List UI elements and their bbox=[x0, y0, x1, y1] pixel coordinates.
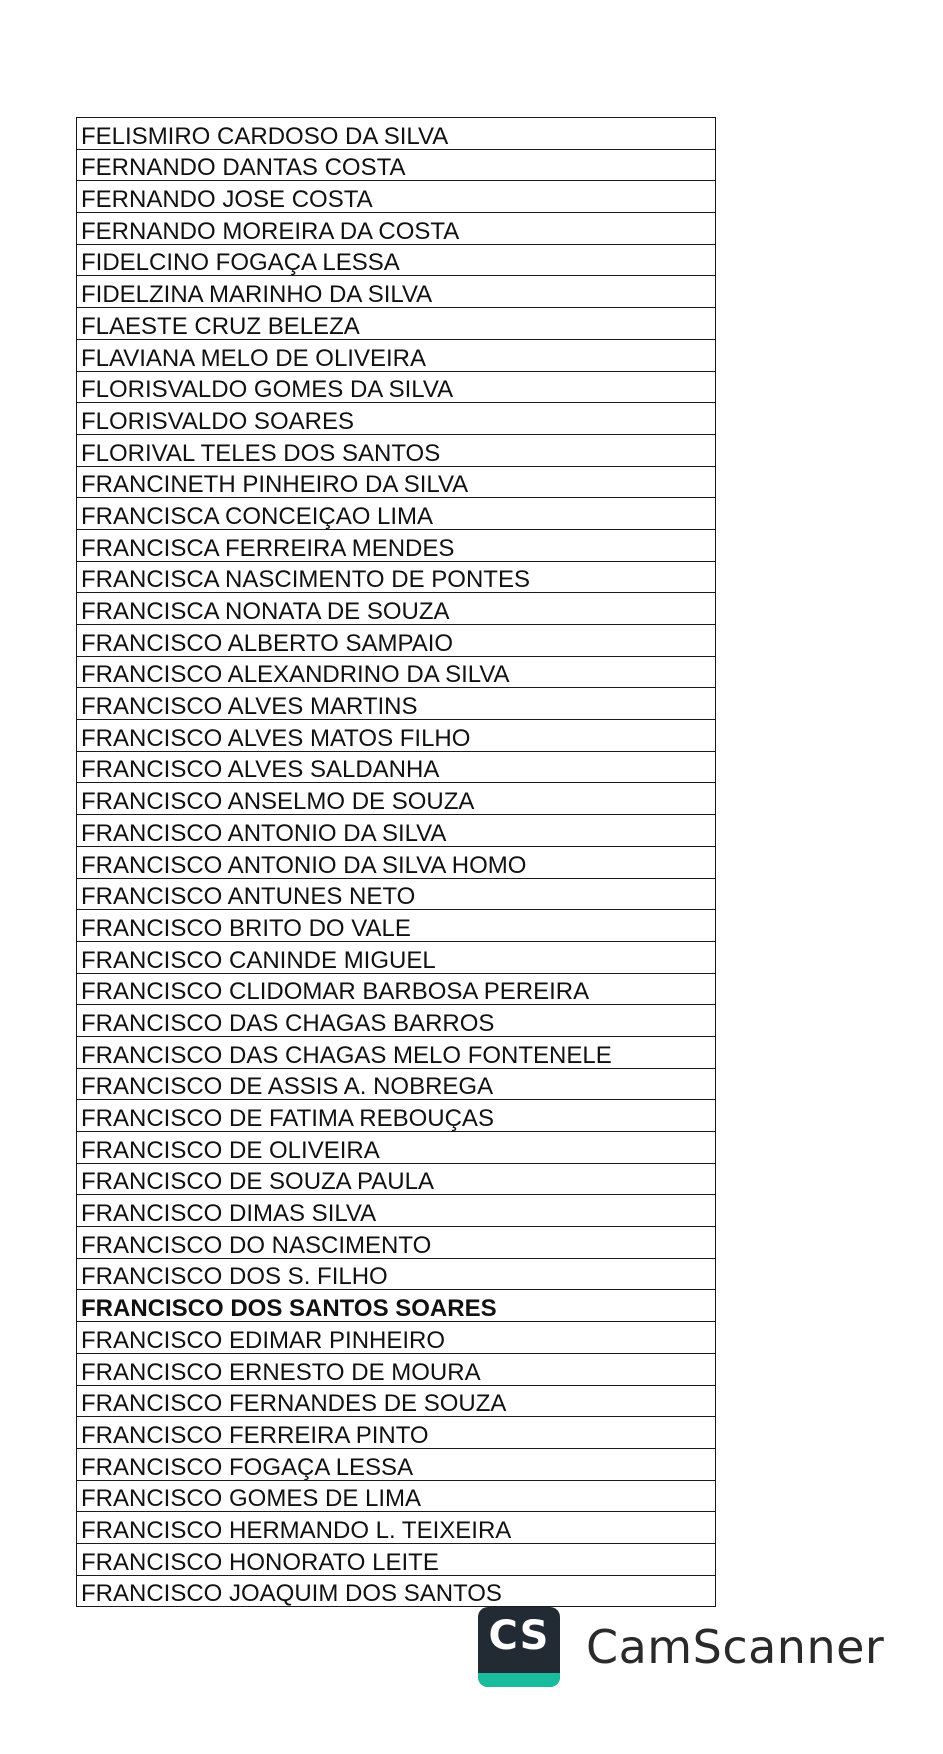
table-row bbox=[77, 1575, 716, 1607]
table-row bbox=[77, 1163, 716, 1195]
camscanner-logo-icon bbox=[478, 1607, 560, 1687]
names-table bbox=[76, 117, 716, 1607]
table-row bbox=[77, 846, 716, 878]
name-cell: FRANCISCO DAS CHAGAS BARROS bbox=[77, 1005, 716, 1037]
table-row bbox=[77, 1132, 716, 1164]
name-cell: FRANCISCO FOGAÇA LESSA bbox=[77, 1448, 716, 1480]
camscanner-watermark bbox=[478, 1607, 884, 1687]
table-row bbox=[77, 1036, 716, 1068]
table-row bbox=[77, 1353, 716, 1385]
name-cell: FRANCISCO DOS SANTOS SOARES bbox=[77, 1290, 716, 1322]
table-row bbox=[77, 276, 716, 308]
name-cell: FRANCISCA CONCEIÇAO LIMA bbox=[77, 498, 716, 530]
name-cell: FRANCISCO ANTUNES NETO bbox=[77, 878, 716, 910]
name-cell: FRANCISCO EDIMAR PINHEIRO bbox=[77, 1322, 716, 1354]
table-row bbox=[77, 149, 716, 181]
name-cell: FERNANDO MOREIRA DA COSTA bbox=[77, 213, 716, 245]
table-row bbox=[77, 1448, 716, 1480]
name-cell: FIDELZINA MARINHO DA SILVA bbox=[77, 276, 716, 308]
table-row bbox=[77, 973, 716, 1005]
name-cell: FRANCISCO DAS CHAGAS MELO FONTENELE bbox=[77, 1036, 716, 1068]
name-cell: FRANCISCA NONATA DE SOUZA bbox=[77, 593, 716, 625]
table-row bbox=[77, 910, 716, 942]
name-cell: FRANCISCO DO NASCIMENTO bbox=[77, 1227, 716, 1259]
table-row bbox=[77, 1100, 716, 1132]
table-row bbox=[77, 1258, 716, 1290]
table-row bbox=[77, 688, 716, 720]
name-cell: FRANCISCO DE SOUZA PAULA bbox=[77, 1163, 716, 1195]
camscanner-brand-text: CamScanner bbox=[586, 1620, 885, 1674]
name-cell: FRANCISCO HONORATO LEITE bbox=[77, 1543, 716, 1575]
table-row bbox=[77, 1385, 716, 1417]
name-cell: FRANCISCO DIMAS SILVA bbox=[77, 1195, 716, 1227]
name-cell: FRANCISCO JOAQUIM DOS SANTOS bbox=[77, 1575, 716, 1607]
table-row bbox=[77, 720, 716, 752]
table-row bbox=[77, 815, 716, 847]
name-cell: FRANCISCO DOS S. FILHO bbox=[77, 1258, 716, 1290]
name-cell: FRANCISCO FERNANDES DE SOUZA bbox=[77, 1385, 716, 1417]
name-cell: FRANCISCO HERMANDO L. TEIXEIRA bbox=[77, 1512, 716, 1544]
name-cell: FRANCISCO ANTONIO DA SILVA HOMO bbox=[77, 846, 716, 878]
name-cell: FRANCISCO ALVES SALDANHA bbox=[77, 751, 716, 783]
table-row bbox=[77, 434, 716, 466]
name-cell: FRANCISCO CLIDOMAR BARBOSA PEREIRA bbox=[77, 973, 716, 1005]
name-cell: FRANCISCO ANSELMO DE SOUZA bbox=[77, 783, 716, 815]
table-row bbox=[77, 498, 716, 530]
name-cell: FRANCISCA FERREIRA MENDES bbox=[77, 529, 716, 561]
name-cell: FRANCISCO BRITO DO VALE bbox=[77, 910, 716, 942]
table-row bbox=[77, 118, 716, 150]
name-cell: FRANCISCO FERREIRA PINTO bbox=[77, 1417, 716, 1449]
table-row bbox=[77, 1005, 716, 1037]
table-row bbox=[77, 783, 716, 815]
name-cell: FLORIVAL TELES DOS SANTOS bbox=[77, 434, 716, 466]
name-cell: FRANCISCO DE OLIVEIRA bbox=[77, 1132, 716, 1164]
name-cell: FRANCISCO GOMES DE LIMA bbox=[77, 1480, 716, 1512]
table-row bbox=[77, 1543, 716, 1575]
table-row bbox=[77, 593, 716, 625]
table-row bbox=[77, 1290, 716, 1322]
table-row bbox=[77, 1480, 716, 1512]
name-cell: FELISMIRO CARDOSO DA SILVA bbox=[77, 118, 716, 150]
table-row bbox=[77, 625, 716, 657]
name-cell: FLORISVALDO SOARES bbox=[77, 403, 716, 435]
name-cell: FLORISVALDO GOMES DA SILVA bbox=[77, 371, 716, 403]
table-row bbox=[77, 1322, 716, 1354]
table-row bbox=[77, 656, 716, 688]
table-row bbox=[77, 403, 716, 435]
name-cell: FRANCISCA NASCIMENTO DE PONTES bbox=[77, 561, 716, 593]
table-row bbox=[77, 308, 716, 340]
name-cell: FRANCISCO ALBERTO SAMPAIO bbox=[77, 625, 716, 657]
camscanner-logo-letters: CS bbox=[488, 1613, 550, 1659]
name-cell: FIDELCINO FOGAÇA LESSA bbox=[77, 244, 716, 276]
name-cell: FERNANDO JOSE COSTA bbox=[77, 181, 716, 213]
table-row bbox=[77, 181, 716, 213]
name-cell: FLAESTE CRUZ BELEZA bbox=[77, 308, 716, 340]
name-cell: FRANCISCO DE ASSIS A. NOBREGA bbox=[77, 1068, 716, 1100]
table-row bbox=[77, 941, 716, 973]
name-cell: FRANCISCO CANINDE MIGUEL bbox=[77, 941, 716, 973]
table-row bbox=[77, 213, 716, 245]
table-row bbox=[77, 244, 716, 276]
names-table-body bbox=[77, 118, 716, 1607]
table-row bbox=[77, 371, 716, 403]
table-row bbox=[77, 878, 716, 910]
name-cell: FRANCISCO ALVES MARTINS bbox=[77, 688, 716, 720]
table-row bbox=[77, 529, 716, 561]
table-row bbox=[77, 1512, 716, 1544]
table-row bbox=[77, 466, 716, 498]
name-cell: FRANCISCO ALEXANDRINO DA SILVA bbox=[77, 656, 716, 688]
name-cell: FRANCISCO ANTONIO DA SILVA bbox=[77, 815, 716, 847]
name-cell: FRANCISCO ALVES MATOS FILHO bbox=[77, 720, 716, 752]
camscanner-logo-stripe bbox=[478, 1673, 560, 1687]
table-row bbox=[77, 1417, 716, 1449]
table-row bbox=[77, 1068, 716, 1100]
name-cell: FRANCISCO DE FATIMA REBOUÇAS bbox=[77, 1100, 716, 1132]
name-cell: FRANCINETH PINHEIRO DA SILVA bbox=[77, 466, 716, 498]
table-row bbox=[77, 339, 716, 371]
name-cell: FRANCISCO ERNESTO DE MOURA bbox=[77, 1353, 716, 1385]
table-row bbox=[77, 561, 716, 593]
table-row bbox=[77, 1227, 716, 1259]
name-cell: FLAVIANA MELO DE OLIVEIRA bbox=[77, 339, 716, 371]
table-row bbox=[77, 1195, 716, 1227]
name-cell: FERNANDO DANTAS COSTA bbox=[77, 149, 716, 181]
table-row bbox=[77, 751, 716, 783]
